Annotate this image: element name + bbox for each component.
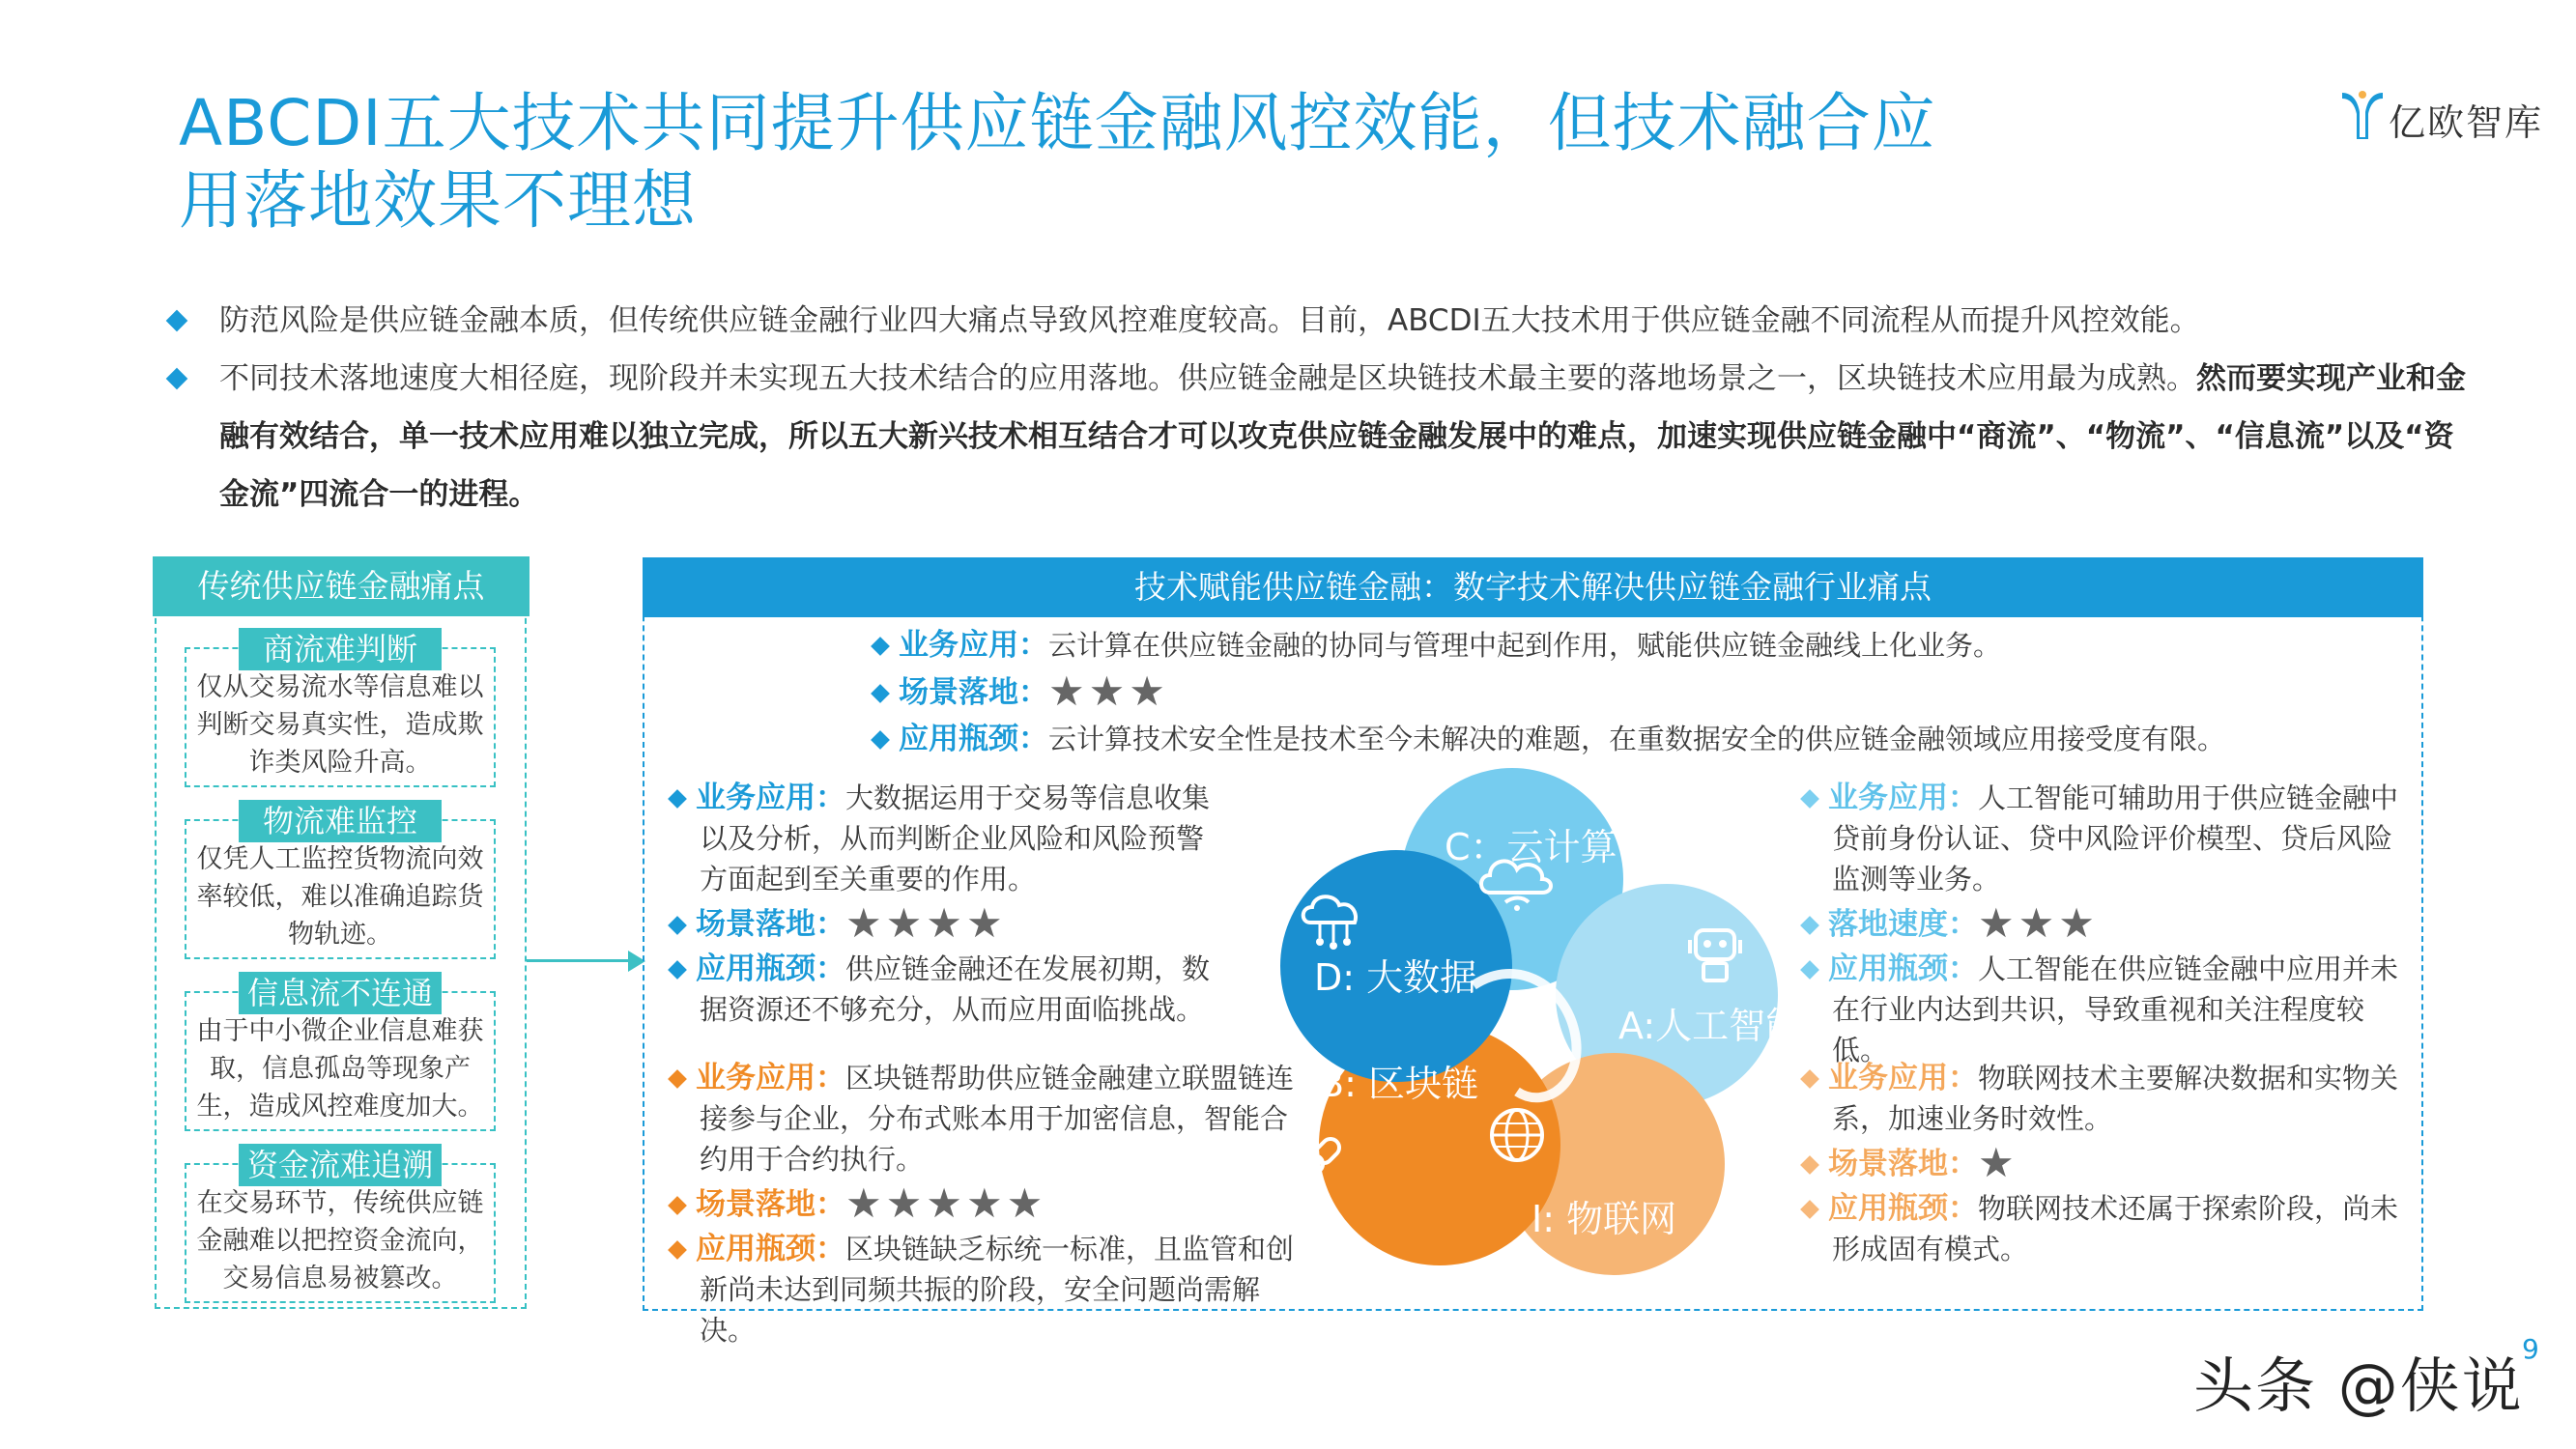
logo-text: 亿欧智库 xyxy=(2389,101,2544,144)
diamond-icon xyxy=(668,916,687,935)
pain-desc: 仅从交易流水等信息难以判断交易真实性，造成欺诈类风险升高。 xyxy=(196,672,484,778)
blockchain-label: B: 区块链 xyxy=(1319,1063,1478,1105)
diamond-icon xyxy=(668,1240,687,1260)
bullet-2-normal: 不同技术落地速度大相径庭，现阶段并未实现五大技术结合的应用落地。供应链金融是区块链技术最主要的落地场景之一，区块链技术应用最为成熟。 xyxy=(219,361,2196,396)
bullet-2 xyxy=(159,350,2466,524)
cloud-limit: 云计算技术安全性是技术至今未解决的难题，在重数据安全的供应链金融领域应用接受度有限。 xyxy=(1048,723,2226,755)
cloud-scene-label: 场景落地： xyxy=(899,675,1048,710)
iot-app: 物联网技术主要解决数据和实物关系，加速业务时效性。 xyxy=(1832,1062,2399,1135)
blockchain-limit: 区块链缺乏标统一标准，且监管和创新尚未达到同频共振的阶段，安全问题尚需解决。 xyxy=(700,1233,1295,1347)
iot-stars: ★ xyxy=(1978,1139,2018,1186)
page-title xyxy=(179,85,2015,240)
iot-limit: 物联网技术还属于探索阶段，尚未形成固有模式。 xyxy=(1832,1192,2399,1265)
iot-scene-label: 场景落地： xyxy=(1828,1147,1978,1181)
pain-tag-information: 信息流不连通 xyxy=(239,972,442,1014)
blockchain-info xyxy=(667,1058,1295,1350)
blockchain-app-label: 业务应用： xyxy=(696,1061,845,1095)
brand-logo xyxy=(2338,85,2551,143)
diamond-icon xyxy=(668,789,687,809)
cloud-limit-label: 应用瓶颈： xyxy=(899,722,1048,756)
iot-label: I: 物联网 xyxy=(1531,1198,1677,1240)
bigdata-stars: ★★★★ xyxy=(845,899,1007,947)
ai-limit: 人工智能在供应链金融中应用并未在行业内达到共识，导致重视和关注程度较低。 xyxy=(1832,952,2399,1066)
diamond-icon xyxy=(871,637,890,656)
ai-app: 人工智能可辅助用于供应链金融中贷前身份认证、贷中风险评价模型、贷后风险监测等业务。 xyxy=(1832,781,2399,895)
diamond-icon xyxy=(871,684,890,703)
pain-desc: 在交易环节，传统供应链金融难以把控资金流向，交易信息易被篡改。 xyxy=(196,1188,484,1293)
bullet-1 xyxy=(159,292,2440,350)
iot-app-label: 业务应用： xyxy=(1828,1061,1978,1095)
watermark: 头条 @侠说 xyxy=(2193,1350,2524,1421)
diamond-icon xyxy=(668,1196,687,1215)
bullet-1-text: 防范风险是供应链金融本质，但传统供应链金融行业四大痛点导致风控难度较高。目前，ABCDI五大技术用于供应链金融不同流程从而提升风控效能。 xyxy=(219,303,2200,338)
blockchain-stars: ★★★★★ xyxy=(845,1179,1047,1227)
pain-desc: 由于中小微企业信息难获取，信息孤岛等现象产生，造成风控难度加大。 xyxy=(196,1016,484,1122)
cloud-info xyxy=(870,625,2377,759)
page-number: 9 xyxy=(2522,1333,2539,1365)
ai-stars: ★★★ xyxy=(1978,899,2099,947)
bigdata-limit: 供应链金融还在发展初期，数据资源还不够充分，从而应用面临挑战。 xyxy=(700,952,1211,1026)
abcdi-diagram xyxy=(1227,763,1807,1304)
diamond-icon xyxy=(871,730,890,750)
title-line-1: ABCDI五大技术共同提升供应链金融风控效能，但技术融合应 xyxy=(179,86,1936,160)
diamond-icon xyxy=(668,1069,687,1089)
iot-limit-label: 应用瓶颈： xyxy=(1828,1191,1978,1226)
iot-info xyxy=(1799,1058,2398,1269)
bigdata-app: 大数据运用于交易等信息收集以及分析，从而判断企业风险和风险预警方面起到至关重要的作用。 xyxy=(700,781,1211,895)
cloud-app-label: 业务应用： xyxy=(899,628,1048,663)
bigdata-app-label: 业务应用： xyxy=(696,781,845,815)
ai-label: A:人工智能 xyxy=(1618,1005,1803,1047)
ai-app-label: 业务应用： xyxy=(1828,781,1978,815)
cloud-app: 云计算在供应链金融的协同与管理中起到作用，赋能供应链金融线上化业务。 xyxy=(1048,629,2002,662)
cloud-stars: ★★★ xyxy=(1048,668,1169,715)
bullet-2-text xyxy=(219,350,2471,524)
pain-tag-commerce: 商流难判断 xyxy=(239,628,442,670)
tech-panel-header: 技术赋能供应链金融：数字技术解决供应链金融行业痛点 xyxy=(643,557,2423,617)
blockchain-app: 区块链帮助供应链金融建立联盟链连接参与企业，分布式账本用于加密信息，智能合约用于合约执行。 xyxy=(700,1062,1295,1176)
bigdata-scene-label: 场景落地： xyxy=(696,907,845,942)
bigdata-info xyxy=(667,778,1222,1030)
pain-desc: 仅凭人工监控货物流向效率较低，难以准确追踪货物轨迹。 xyxy=(196,844,484,950)
pain-tag-capital: 资金流难追溯 xyxy=(239,1144,442,1186)
cloud-label: C：云计算 xyxy=(1445,826,1617,868)
blockchain-limit-label: 应用瓶颈： xyxy=(696,1232,845,1266)
bigdata-limit-label: 应用瓶颈： xyxy=(696,952,845,986)
ai-limit-label: 应用瓶颈： xyxy=(1828,952,1978,986)
diamond-icon xyxy=(668,960,687,980)
title-line-2: 用落地效果不理想 xyxy=(179,163,697,238)
yiou-logo-icon xyxy=(2338,87,2385,141)
diamond-bullet-icon xyxy=(166,310,188,332)
blockchain-scene-label: 场景落地： xyxy=(696,1187,845,1222)
bullet-2-bold: 然而要实现产业和金融有效结合，单一技术应用难以独立完成，所以五大新兴技术相互结合才可以攻克供应链金融发展中的难点，加速实现供应链金融中“商流”、“物流”、“信息流”以及“资金流”四流合一的进程。 xyxy=(219,361,2466,512)
pain-tag-logistics: 物流难监控 xyxy=(239,800,442,842)
diamond-bullet-icon xyxy=(166,368,188,390)
bigdata-label: D: 大数据 xyxy=(1314,956,1477,999)
pain-points-header: 传统供应链金融痛点 xyxy=(153,556,530,616)
ai-scene-label: 落地速度： xyxy=(1828,907,1978,942)
connector-line xyxy=(527,959,633,962)
ai-info xyxy=(1799,778,2398,1070)
